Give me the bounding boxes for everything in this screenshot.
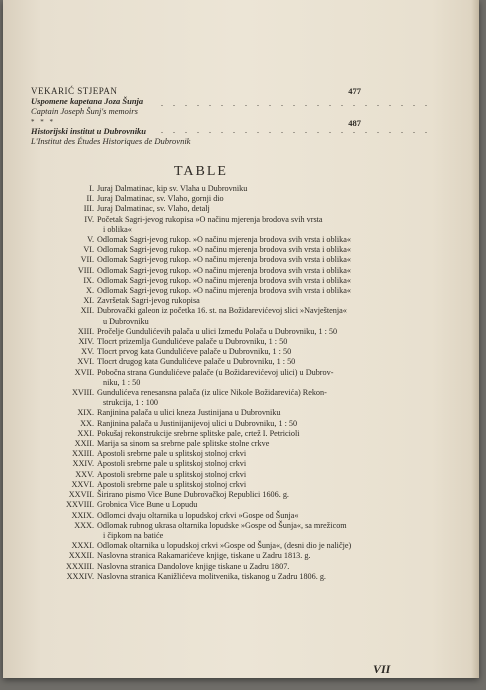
plate-caption [97,296,366,306]
table-row [31,368,366,388]
caption-continuation: u Dubrovniku [103,316,149,326]
plate-caption [97,429,366,439]
plate-number: XXXII. [68,551,94,561]
table-row [31,439,366,449]
entry-title: Historijski institut u Dubrovniku [31,126,147,136]
plate-caption [97,347,366,357]
caption-line: Gundulićeva renesansna palača (iz ulice Nikole Božidarevića) Rekon- [97,388,327,398]
caption-line: Početak Sagri-jevog rukopisa »O načinu mjerenja brodova svih vrsta [97,214,323,224]
plate-number: III. [83,204,94,214]
table-row [31,429,366,439]
plate-caption [97,184,366,194]
leader-dots: . . . . . . . . . . . . . . . . . . . . . . . [161,99,431,108]
plate-caption [97,572,366,582]
plate-caption [97,306,366,326]
table-row [31,327,366,337]
plate-caption [97,357,366,367]
plate-number: V. [87,235,94,245]
entry-subtitle: Captain Joseph Šunj's memoirs [31,106,138,116]
caption-line: Odlomak Sagri-jevog rukop. »O načinu mjerenja brodova svih vrsta i oblika« [97,245,351,255]
table-row [31,194,366,204]
entry-author: VEKARIĆ STJEPAN [31,86,118,96]
table-row [31,337,366,347]
table-row [31,572,366,582]
table-row [31,511,366,521]
page-edge-shadow [471,0,479,678]
table-row [31,470,366,480]
table-row [31,551,366,561]
caption-line: Tlocrt drugog kata Gundulićeve palače u Dubrovniku, 1 : 50 [97,357,296,367]
page-folio: VII [373,662,391,676]
caption-line: Pokušaj rekonstrukcije srebrne splitske pale, crtež I. Petricioli [97,428,300,438]
caption-continuation: i oblika« [103,224,132,234]
caption-line: Apostoli srebrne pale u splitskoj stolnoj crkvi [97,479,247,489]
plate-caption [97,551,366,561]
table-row [31,459,366,469]
caption-line: Pročelje Gundulićevih palača u ulici Između Polača u Dubrovniku, 1 : 50 [97,326,338,336]
plate-number: XV. [81,347,94,357]
caption-continuation: niku, 1 : 50 [103,377,141,387]
table-row [31,266,366,276]
table-row [31,490,366,500]
caption-line: Pobočna strana Gundulićeve palače (u Božidarevićevoj ulici) u Dubrov- [97,367,334,377]
plate-caption [97,480,366,490]
caption-line: Odlomak Sagri-jevog rukop. »O načinu mjerenja brodova svih vrsta i oblika« [97,265,351,275]
plate-caption [97,327,366,337]
plate-caption [97,368,366,388]
plate-number: XXXIV. [66,571,94,581]
plate-number: XXVIII. [66,500,94,510]
plate-caption [97,419,366,429]
plate-number: XXVII. [68,490,94,500]
table-row [31,480,366,490]
caption-line: Odlomak oltarnika u lopudskoj crkvi »Gospe od Šunja«, (desni dio je naličje) [97,541,352,551]
caption-line: Odlomak Sagri-jevog rukop. »O načinu mjerenja brodova svih vrsta i oblika« [97,275,351,285]
plate-number: XXXI. [71,541,94,551]
caption-line: Odlomak rubnog ukrasa oltarnika lopudske »Gospe od Šunja«, sa mrežicom [97,520,347,530]
table-row [31,541,366,551]
table-row [31,357,366,367]
caption-line: Ranjinina palača u ulici kneza Justinijana u Dubrovniku [97,408,281,418]
plate-caption [97,408,366,418]
table-row [31,255,366,265]
caption-line: Tlocrt prizemlja Gundulićeve palače u Dubrovniku, 1 : 50 [97,337,288,347]
plate-caption [97,511,366,521]
table-row [31,449,366,459]
plate-number: XXII. [74,439,94,449]
table-row [31,408,366,418]
caption-continuation: i čipkom na batiće [103,530,164,540]
leader-dots: . . . . . . . . . . . . . . . . . . . . . . . [161,126,431,135]
plate-number: XIX. [77,408,94,418]
plate-number: XXIII. [71,449,94,459]
section-marker: * * * [31,118,55,126]
table-row [31,296,366,306]
plate-number: XXIX. [71,510,94,520]
plate-caption [97,439,366,449]
plate-number: XXIV. [72,459,94,469]
plate-number: VI. [83,245,94,255]
entry-page-number: 477 [348,86,361,96]
plate-caption [97,245,366,255]
caption-line: Juraj Dalmatinac, sv. Vlaho, detalj [97,204,210,214]
table-row [31,347,366,357]
table-row [31,306,366,326]
caption-line: Naslovna stranica Kanižlićeva molitvenika, tiskanog u Zadru 1806. g. [97,571,326,581]
caption-line: Apostoli srebrne pale u splitskoj stolnoj crkvi [97,469,247,479]
caption-line: Dubrovački galeon iz početka 16. st. na Božidarevićevoj slici »Navještenja« [97,306,347,316]
caption-line: Tlocrt prvog kata Gundulićeve palače u Dubrovniku, 1 : 50 [97,347,292,357]
caption-continuation: strukcija, 1 : 100 [103,398,159,408]
plate-number: XXVI. [71,479,94,489]
plate-caption [97,470,366,480]
book-page [3,0,479,678]
table-row [31,215,366,235]
plate-number: IX. [83,275,94,285]
plate-caption [97,235,366,245]
caption-line: Završetak Sagri-jevog rukopisa [97,296,200,306]
caption-line: Odlomci dvaju oltarnika u lopudskoj crkvi »Gospe od Šunja« [97,510,299,520]
plate-caption [97,215,366,235]
plate-caption [97,490,366,500]
table-row [31,388,366,408]
plate-caption [97,204,366,214]
caption-line: Apostoli srebrne pale u splitskoj stolnoj crkvi [97,459,247,469]
plate-number: XII. [80,306,94,316]
plate-number: XVIII. [71,388,94,398]
plate-number: II. [86,194,94,204]
entry-subtitle: L'Institut des Études Historiques de Dubrovnik [31,136,191,146]
plate-caption [97,255,366,265]
plate-number: XXI. [77,428,94,438]
plates-list [31,184,366,582]
contents-entry-2 [31,118,431,146]
table-row [31,500,366,510]
caption-line: Juraj Dalmatinac, kip sv. Vlaha u Dubrovniku [97,184,248,193]
caption-line: Grobnica Vice Bune u Lopudu [97,500,198,510]
caption-line: Marija sa sinom sa srebrne pale splitske stolne crkve [97,439,270,449]
table-row [31,521,366,541]
table-row [31,276,366,286]
plate-number: I. [89,184,94,193]
table-heading: TABLE [174,164,228,179]
caption-line: Apostoli srebrne pale u splitskoj stolnoj crkvi [97,449,247,459]
plate-number: VIII. [77,265,94,275]
plate-number: XVI. [77,357,94,367]
plate-number: XXX. [74,520,94,530]
caption-line: Odlomak Sagri-jevog rukop. »O načinu mjerenja brodova svih vrsta i oblika« [97,255,351,265]
plate-number: XIV. [78,337,94,347]
plate-number: XXV. [75,469,94,479]
plate-caption [97,459,366,469]
plate-number: XIII. [77,326,94,336]
plate-number: XX. [80,418,94,428]
table-row [31,419,366,429]
contents-entry-1 [31,86,431,116]
table-row [31,235,366,245]
plate-number: VII. [80,255,94,265]
entry-page-number: 487 [348,118,361,128]
plate-caption [97,276,366,286]
table-row [31,184,366,194]
plate-number: X. [86,286,94,296]
plate-caption [97,388,366,408]
plate-caption [97,521,366,541]
table-row [31,245,366,255]
plate-caption [97,500,366,510]
entry-title: Uspomene kapetana Joza Šunja [31,96,144,106]
plate-number: XXXIII. [66,561,94,571]
plate-caption [97,541,366,551]
plate-caption [97,337,366,347]
caption-line: Odlomak Sagri-jevog rukop. »O načinu mjerenja brodova svih vrsta i oblika« [97,286,351,296]
plate-caption [97,266,366,276]
caption-line: Naslovna stranica Rakamarićeve knjige, tiskane u Zadru 1813. g. [97,551,311,561]
plate-caption [97,194,366,204]
caption-line: Odlomak Sagri-jevog rukop. »O načinu mjerenja brodova svih vrsta i oblika« [97,235,351,245]
table-row [31,562,366,572]
caption-line: Naslovna stranica Dandolove knjige tiskane u Zadru 1807. [97,561,290,571]
plate-number: XI. [83,296,94,306]
caption-line: Ranjinina palača u Justinijanijevoj ulici u Dubrovniku, 1 : 50 [97,418,298,428]
plate-number: IV. [84,214,94,224]
table-row [31,286,366,296]
plate-caption [97,449,366,459]
plate-caption [97,562,366,572]
plate-number: XVII. [74,367,94,377]
table-row [31,204,366,214]
caption-line: Širirano pismo Vice Bune Dubrovačkoj Republici 1606. g. [97,490,289,500]
plate-caption [97,286,366,296]
caption-line: Juraj Dalmatinac, sv. Vlaho, gornji dio [97,194,224,204]
